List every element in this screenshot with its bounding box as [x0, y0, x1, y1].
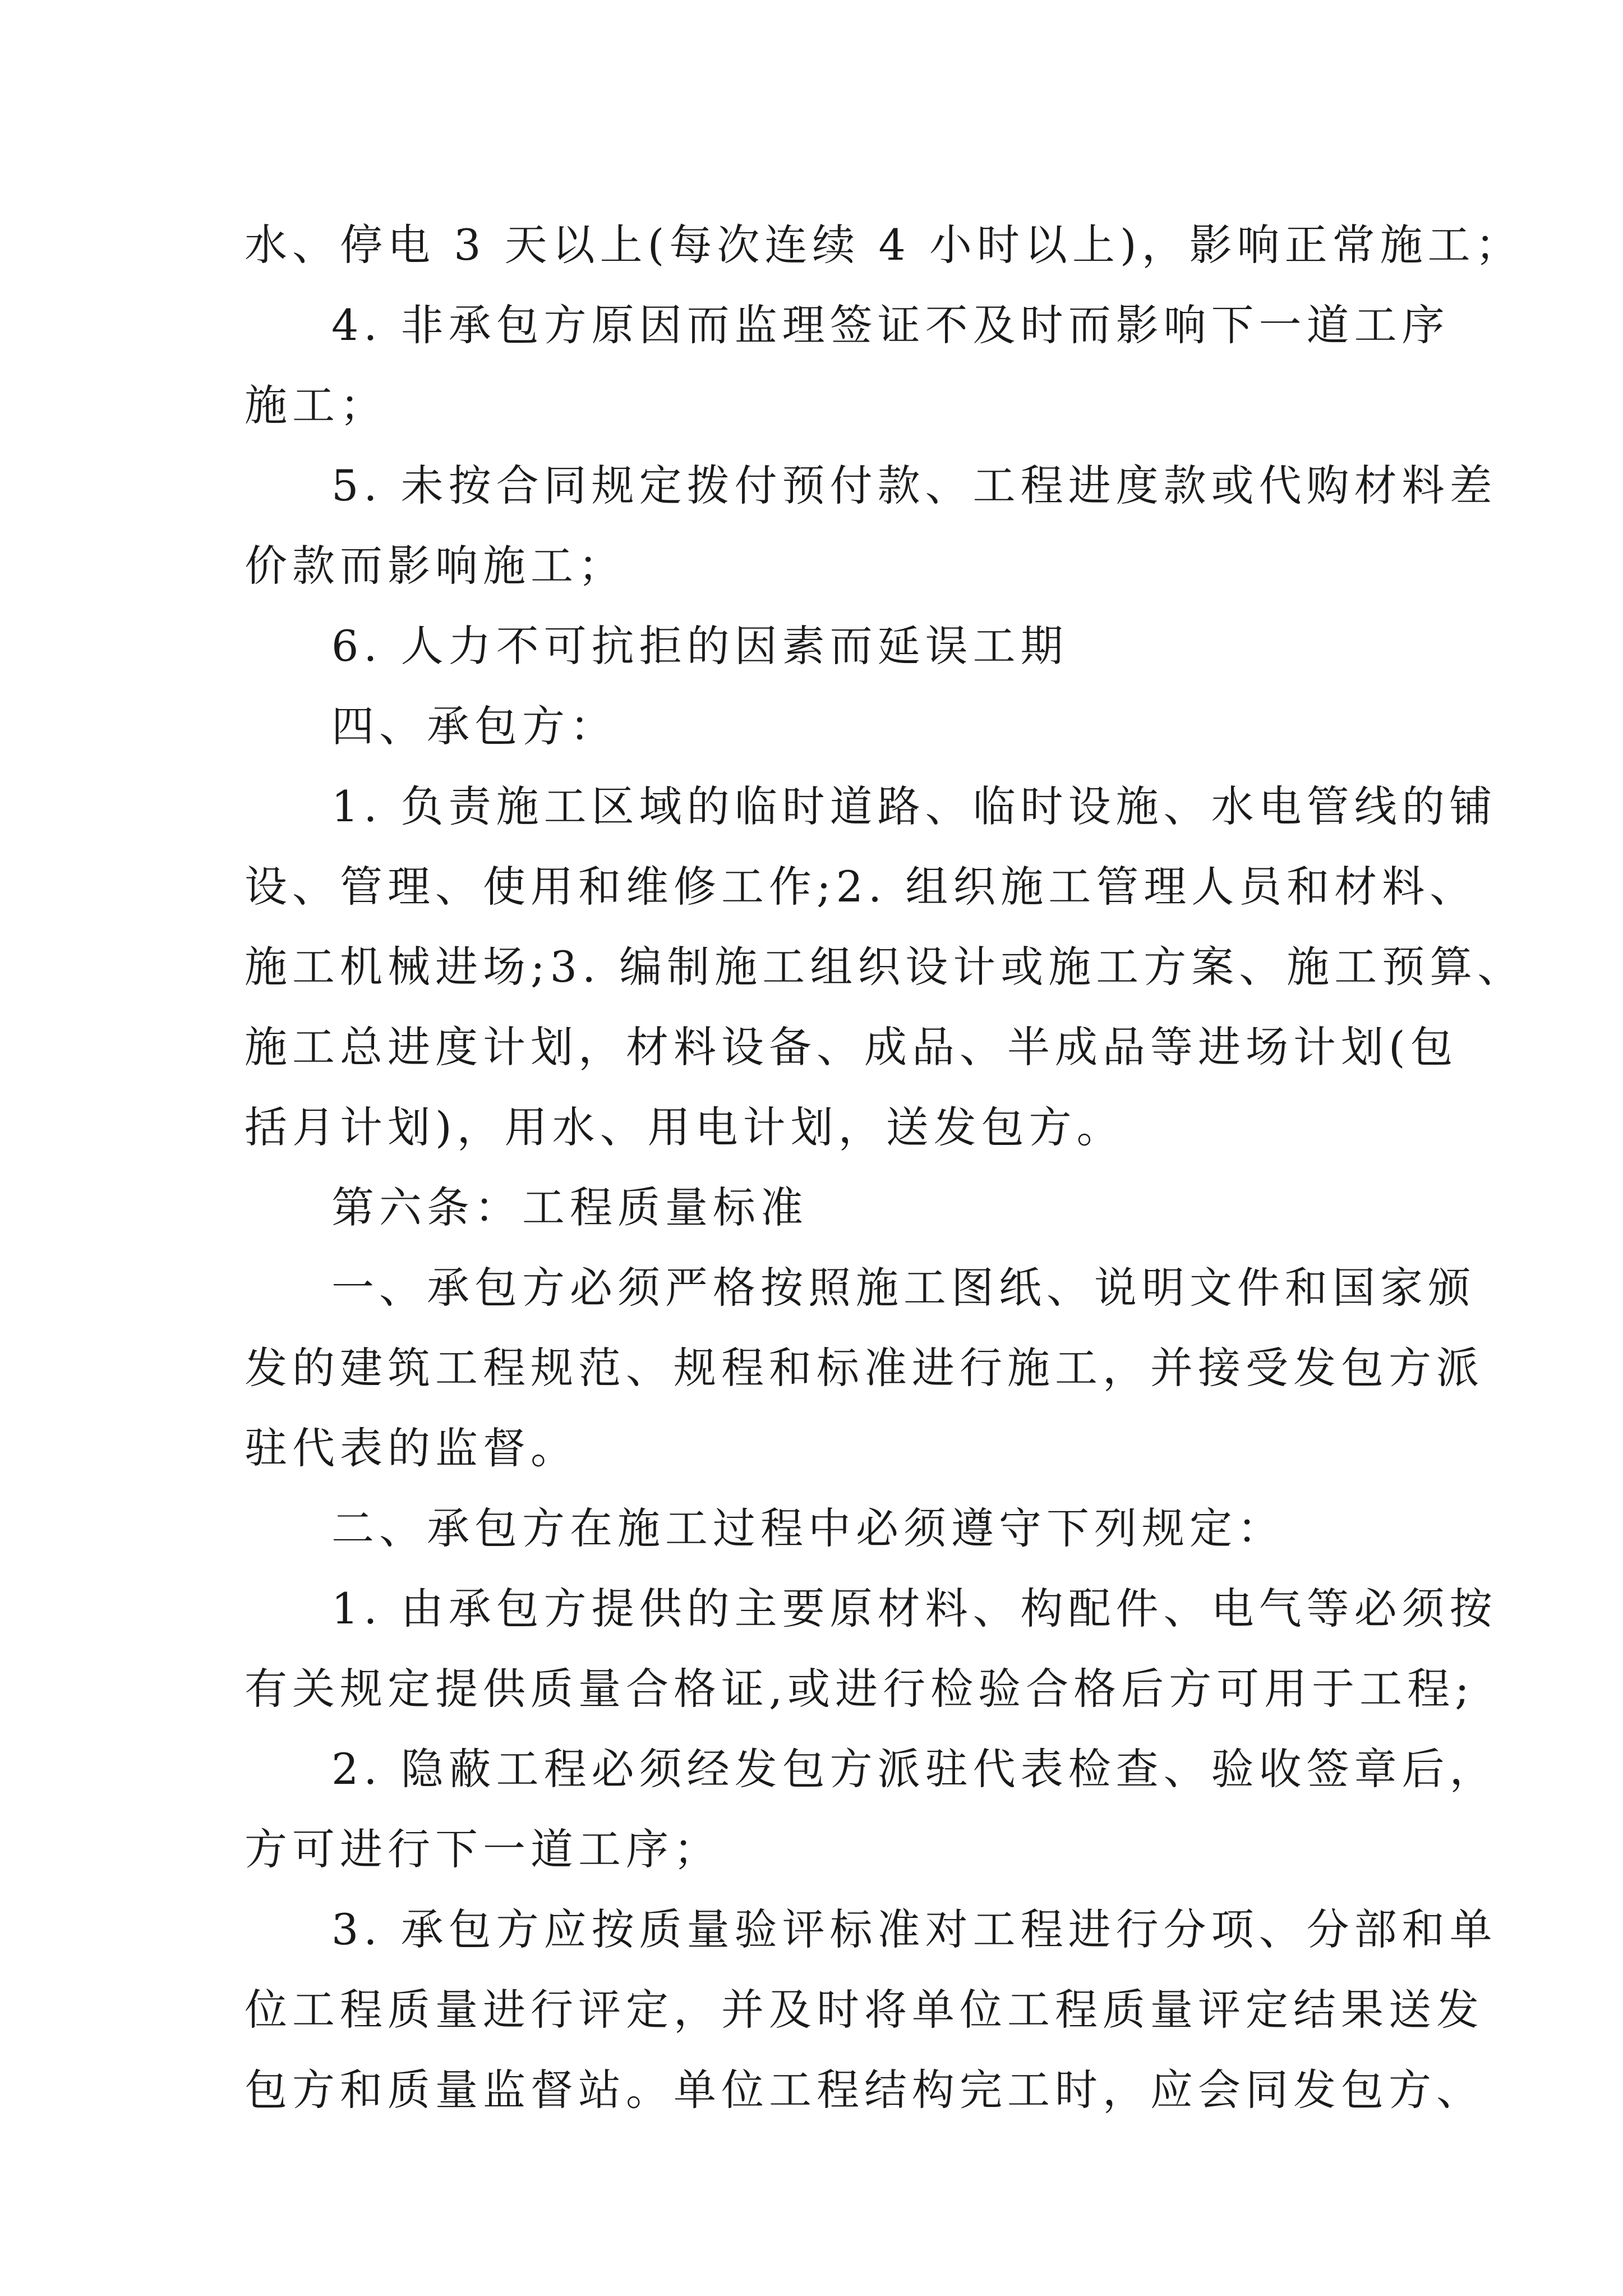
- text-line: 施工；: [245, 380, 388, 430]
- text-line: 包方和质量监督站。单位工程结构完工时，应会同发包方、: [245, 2065, 1484, 2115]
- text-line: 6. 人力不可抗拒的因素而延误工期: [331, 621, 1068, 671]
- text-line: 水、停电 3 天以上(每次连续 4 小时以上)，影响正常施工；: [245, 220, 1523, 270]
- text-line: 一、承包方必须严格按照施工图纸、说明文件和国家颁: [331, 1263, 1476, 1313]
- text-line: 二、承包方在施工过程中必须遵守下列规定：: [331, 1503, 1285, 1553]
- text-line: 驻代表的监督。: [245, 1423, 578, 1473]
- text-line: 发的建筑工程规范、规程和标准进行施工，并接受发包方派: [245, 1343, 1484, 1393]
- text-line: 5. 未按合同规定拨付预付款、工程进度款或代购材料差: [331, 461, 1497, 510]
- text-line: 方可进行下一道工序；: [245, 1824, 721, 1874]
- text-line: 2. 隐蔽工程必须经发包方派驻代表检查、验收签章后，: [331, 1744, 1497, 1794]
- text-line: 设、管理、使用和维修工作;2. 组织施工管理人员和材料、: [245, 862, 1478, 912]
- text-line: 施工机械进场;3. 编制施工组织设计或施工方案、施工预算、: [245, 942, 1525, 992]
- text-line: 3. 承包方应按质量验评标准对工程进行分项、分部和单: [331, 1904, 1497, 1954]
- text-line: 施工总进度计划，材料设备、成品、半成品等进场计划(包: [245, 1022, 1458, 1072]
- article-heading: 第六条：工程质量标准: [331, 1182, 808, 1232]
- text-line: 位工程质量进行评定，并及时将单位工程质量评定结果送发: [245, 1985, 1484, 2035]
- text-line: 有关规定提供质量合格证,或进行检验合格后方可用于工程;: [245, 1664, 1474, 1714]
- text-line: 4. 非承包方原因而监理签证不及时而影响下一道工序: [331, 300, 1450, 350]
- text-line: 1. 由承包方提供的主要原材料、构配件、电气等必须按: [331, 1584, 1497, 1634]
- text-line: 价款而影响施工；: [245, 541, 626, 591]
- text-line: 1. 负责施工区域的临时道路、临时设施、水电管线的铺: [331, 781, 1497, 831]
- section-heading: 四、承包方：: [331, 701, 617, 751]
- text-line: 括月计划)，用水、用电计划，送发包方。: [245, 1102, 1124, 1152]
- document-body: [245, 205, 1525, 2130]
